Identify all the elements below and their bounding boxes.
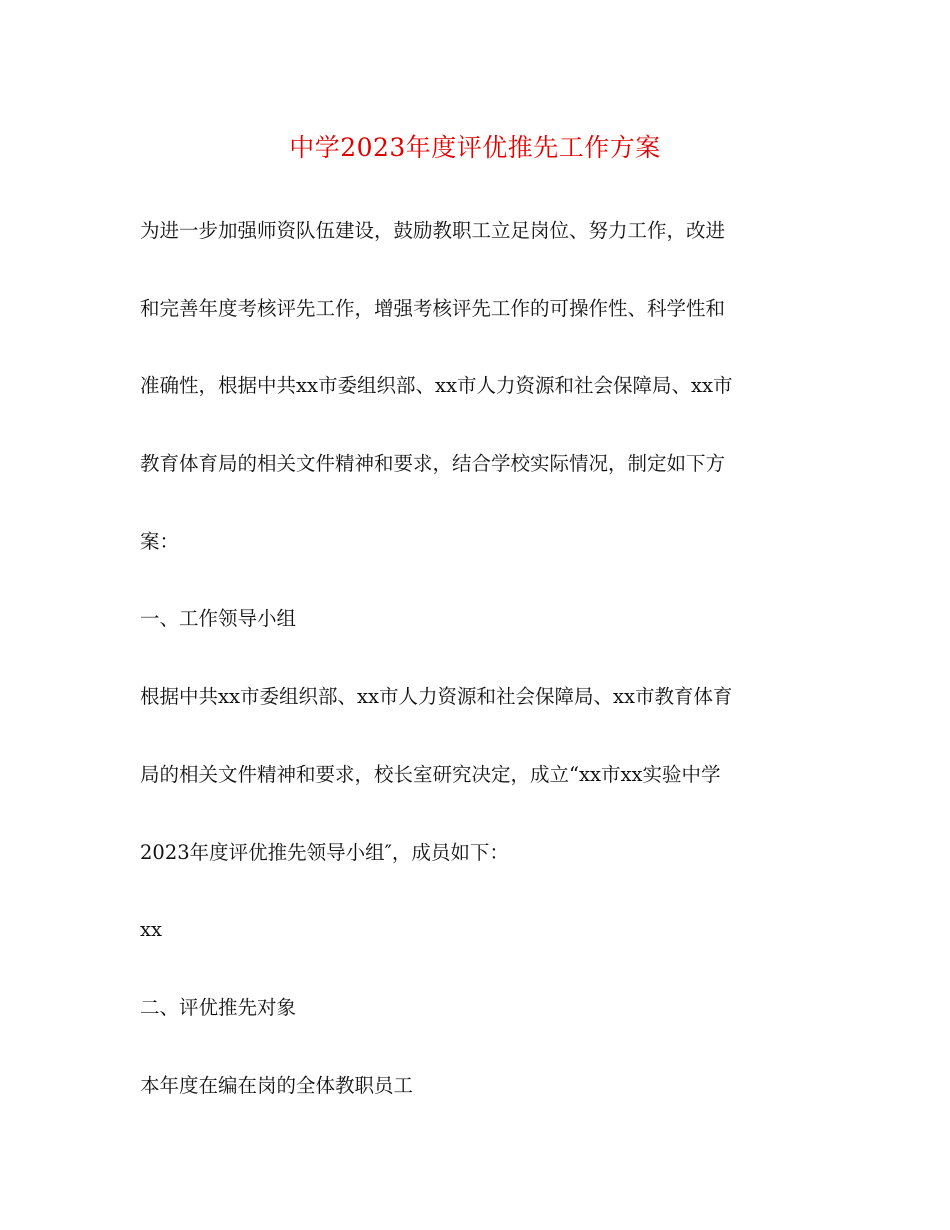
paragraph-line: 根据中共xx市委组织部、xx市人力资源和社会保障局、xx市教育体育 (140, 685, 733, 709)
document-body (140, 211, 820, 1143)
section-heading-targets: 二、评优推先对象 (140, 995, 297, 1019)
paragraph-line: 局的相关文件精神和要求，校长室研究决定，成立“xx市xx实验中学 (140, 762, 721, 786)
members-placeholder: xx (140, 918, 162, 942)
paragraph-line: 2023年度评优推先领导小组″，成员如下： (140, 840, 509, 864)
paragraph-line: 教育体育局的相关文件精神和要求，结合学校实际情况，制定如下方 (140, 452, 726, 476)
document-title: 中学2023年度评优推先工作方案 (289, 133, 661, 162)
paragraph-line: 为进一步加强师资队伍建设，鼓励教职工立足岗位、努力工作，改进 (140, 219, 726, 242)
section-heading-leadership-group: 一、工作领导小组 (140, 607, 297, 631)
paragraph-line: 本年度在编在岗的全体教职员工 (140, 1073, 414, 1097)
paragraph-line: 和完善年度考核评先工作，增强考核评先工作的可操作性、科学性和 (140, 296, 726, 320)
paragraph-line: 准确性，根据中共xx市委组织部、xx市人力资源和社会保障局、xx市 (140, 374, 733, 398)
paragraph-line: 案： (140, 529, 180, 553)
